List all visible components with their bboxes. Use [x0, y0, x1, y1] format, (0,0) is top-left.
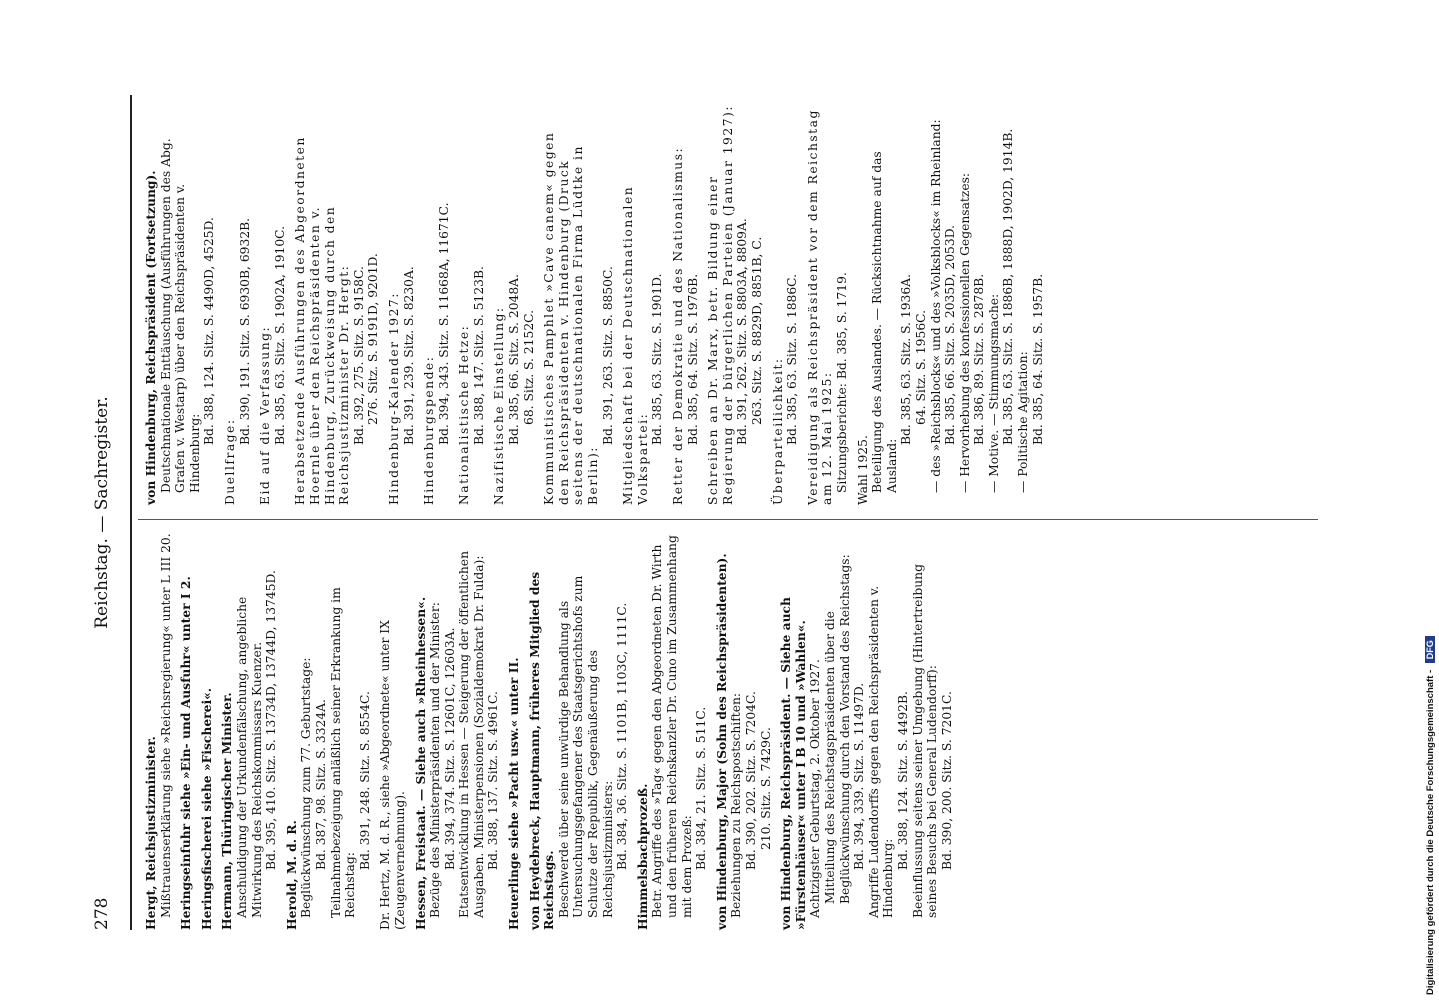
entry-line: Etatsentwicklung in Hessen — Steigerung der öffentlichen Ausgaben. Ministerpensionen (Sozialdemokrat Dr. Fulda): — [457, 551, 486, 918]
entry-hermann — [220, 530, 278, 930]
entry-heading: Hergt, Reichsjustizminister. — [143, 736, 158, 930]
entry-reference: Bd. 385, 63. Sitz. S. 1902A, 1910C. — [272, 225, 287, 445]
entry-line: Betr. Angriffe des »Tag« gegen den Abgeordneten Dr. Wirth und den früheren Reichskanzler Dr. Cuno im Zusammenhang mit dem Prozeß: — [650, 535, 694, 918]
entry-line: Beziehungen zu Reichspostschiften: — [729, 692, 744, 918]
entry-himmelsbachprozess — [636, 530, 709, 930]
entry-subheading: Kommunistisches Pamphlet »Cave canem« gegen den Reichspräsidenten v. Hindenburg (Druck seitens der deutschnationalen Firma Lüdtke in Berlin): — [542, 131, 601, 505]
header-rule — [130, 95, 132, 930]
entry-subheading: Schreiben an Dr. Marx, betr. Bildung einer Regierung der bürgerlichen Parteien (Januar 1927): — [706, 105, 735, 505]
entry-eid — [258, 105, 287, 505]
entry-subheading: Duellfrage: — [222, 418, 237, 505]
entry-subheading: Nationalistische Hetze: — [457, 324, 472, 505]
entry-reference: Bd. 394, 343. Sitz. S. 11668A, 11671C. — [436, 202, 451, 445]
entry-reference: Bd. 385, 63. Sitz. S. 1886B, 1888D, 1902D, 1914B. — [1001, 128, 1016, 445]
entry-reference: Bd. 388, 124. Sitz. S. 4490D, 4525D. — [202, 217, 217, 445]
entry-line: Teilnahmebezeigung anläßlich seiner Erkrankung im Reichstag: — [328, 587, 358, 918]
entry-reference: Bd. 390, 202. Sitz. S. 7204C. — [743, 691, 758, 870]
entry-line: Mitteilung des Reichstagspräsidenten über die Beglückwünschung durch den Vorstand des Reichstags: — [822, 554, 852, 904]
entry-line: Beglückwünschung zum 77. Geburtstage: — [299, 657, 314, 918]
entry-heringseinfuhr — [179, 530, 194, 930]
digitization-credit — [1425, 5, 1439, 995]
entry-line: Beeinflussung seitens seiner Umgebung (Hintertreibung seines Besuchs bei General Ludendorff): — [910, 564, 940, 918]
entry-heading: von Hindenburg, Major (Sohn des Reichspräsidenten). — [713, 553, 729, 930]
entry-heading: Heringseinfuhr siehe »Ein- und Ausfuhr« unter I 2. — [178, 576, 194, 930]
entry-heading: Hessen, Freistaat. — Siehe auch »Rheinhessen«. — [412, 596, 428, 930]
entry-subheading: Nazifistische Einstellung: — [492, 306, 507, 505]
entry-mitgliedschaft — [621, 105, 665, 505]
entry-line: Beteiligung des Auslandes. — Rücksichtnahme auf das Ausland: — [870, 151, 899, 493]
entry-reference: Bd. 385, 64. Sitz. S. 1976B. — [685, 273, 700, 445]
entry-reference: Bd. 388, 137. Sitz. S. 4961C. — [486, 691, 501, 870]
entry-hindenburg-continued — [144, 105, 217, 505]
entry-reference: Bd. 385, 66. Sitz. S. 2035D, 2053D. — [943, 224, 958, 445]
entry-subheading: Mitgliedschaft bei der Deutschnationalen Volkspartei: — [621, 185, 650, 505]
entry-heading: Himmelsbachprozeß. — [634, 783, 650, 930]
entry-wahl — [856, 105, 1046, 505]
entry-reference: Bd. 391, 262. Sitz. S. 8803A, 8809A. — [735, 218, 750, 445]
entry-heading: Heuerlinge siehe »Pacht usw.« unter II. — [506, 657, 522, 930]
entry-heading: von Hindenburg, Reichspräsident (Fortsetzung). — [143, 170, 158, 505]
entry-retter — [671, 105, 700, 505]
entry-hindenburg-president — [779, 530, 954, 930]
entry-reference: Sitzungsberichte: Bd. 385, S. 1719. — [834, 272, 849, 493]
entry-heading: Hermann, Thüringischer Minister. — [219, 692, 235, 930]
entry-line: Deutschnationale Enttäuschung (Ausführungen des Abg. Grafen v. Westarp) über den Reichspräsidenten v. Hindenburg: — [158, 138, 202, 493]
entry-line: Beschwerde über seine unwürdige Behandlung als Untersuchungsgefangener des Staatsgerichtshofs zum Schutze der Republik, Gegenäußerung des Reichsjustizministers: — [556, 575, 615, 918]
entry-heuerlinge — [507, 530, 522, 930]
entry-heading: Dr. Hertz, M. d. R., siehe »Abgeordnete« unter IX (Zeugenvernehmung). — [378, 620, 407, 930]
entry-reference: Bd. 387, 98. Sitz. S. 3324A. — [313, 699, 328, 870]
entry-heading: von Heydebreck, Hauptmann, früheres Mitglied des Reichstags. — [526, 571, 557, 930]
entry-line: Mißtrauenserklärung siehe »Reichsregierung« unter L III 20. — [158, 533, 173, 918]
dfg-logo: DFG — [1425, 636, 1435, 663]
entry-vereidigung — [806, 105, 850, 505]
entry-reference: Bd. 385, 63. Sitz. S. 1901D. — [650, 273, 665, 445]
entry-reference: Bd. 385, 63. Sitz. S. 1936A. — [899, 274, 914, 445]
entry-reference: Bd. 390, 200. Sitz. S. 7201C. — [939, 691, 954, 870]
entry-reference: Bd. 386, 89. Sitz. S. 2878B. — [972, 273, 987, 445]
entry-line: — Politische Agitation: — [1016, 351, 1031, 493]
entry-heydebreck — [528, 530, 630, 930]
right-column — [144, 105, 1319, 505]
entry-reference: Bd. 388, 124. Sitz. S. 4492B. — [895, 691, 910, 870]
entry-hindenburg-major — [715, 530, 773, 930]
entry-duellfrage — [223, 105, 252, 505]
entry-reference: Bd. 391, 239. Sitz. S. 8230A. — [401, 266, 416, 445]
rotated-page-content — [80, 95, 1330, 930]
entry-reference: Bd. 384, 21. Sitz. S. 511C. — [694, 706, 709, 870]
entry-reference: Bd. 394, 339. Sitz. S. 11497D. — [852, 682, 867, 870]
entry-line: — des »Reichsblocks« und des »Volksblocks« im Rheinland: — [928, 119, 943, 493]
entry-pamphlet — [542, 105, 615, 505]
entry-subheading: Überparteilichkeit: — [770, 357, 785, 505]
entry-subheading: Hindenburg-Kalender 1927: — [386, 292, 401, 505]
entry-hetze — [457, 105, 486, 505]
entry-reference: Bd. 395, 410. Sitz. S. 13734D, 13744D, 13745D. — [264, 570, 279, 870]
entry-reference: 210. Sitz. S. 7429C. — [758, 727, 773, 850]
entry-subheading: Retter der Demokratie und des Nationalismus: — [671, 146, 685, 505]
entry-reference: Bd. 392, 275. Sitz. S. 9158C. — [351, 266, 366, 445]
entry-herold — [285, 530, 373, 930]
entry-line: Angriffe Ludendorffs gegen den Reichspräsidenten v. Hindenburg: — [866, 585, 896, 918]
entry-line: Achtzigster Geburtstag, 2. Oktober 1927. — [808, 659, 823, 918]
entry-reference: 64. Sitz. S. 1956C. — [913, 309, 928, 425]
entry-line: — Hervorhebung des konfessionellen Gegensatzes: — [957, 172, 972, 493]
entry-schreiben — [706, 105, 764, 505]
entry-reference: 263. Sitz. S. 8829D, 8851B, C. — [749, 236, 764, 425]
entry-line: Bezüge des Ministerpräsidenten und der Minister: — [428, 602, 443, 918]
entry-subheading: Vereidigung als Reichspräsident vor dem Reichstag am 12. Mai 1925: — [805, 109, 835, 505]
entry-reference: Bd. 391, 248. Sitz. S. 8554C. — [357, 691, 372, 870]
entry-hergt — [144, 530, 173, 930]
entry-heading: Herold, M. d. R. — [283, 820, 299, 930]
entry-subheading: Eid auf die Verfassung: — [258, 325, 273, 505]
entry-reference: Bd. 388, 147. Sitz. S. 5123B. — [471, 266, 486, 445]
entry-reference: 276. Sitz. S. 9191D, 9201D. — [366, 253, 381, 425]
entry-reference: Bd. 390, 191. Sitz. S. 6930B, 6932B. — [237, 217, 252, 445]
entry-line: Anschuldigung der Urkundenfälschung, angebliche Mitwirkung des Reichskommissars Kuenzer. — [234, 596, 264, 918]
page-number: 278 — [92, 897, 112, 930]
entry-reference: Bd. 384, 36. Sitz. S. 1101B, 1103C, 1111C. — [615, 602, 630, 870]
entry-herabsetzende — [293, 105, 381, 505]
credit-text: Digitalisierung gefördert durch die Deutsche Forschungsgemeinschaft - — [1425, 669, 1436, 995]
entry-reference: Bd. 391, 263. Sitz. S. 8850C. — [600, 266, 615, 445]
entry-reference: Bd. 385, 63. Sitz. S. 1886C. — [785, 273, 800, 445]
entry-subheading: Hindenburgspende: — [422, 355, 437, 505]
entry-reference: Bd. 385, 66. Sitz. S. 2048A. — [507, 274, 522, 445]
entry-reference: Bd. 394, 374. Sitz. S. 12601C, 12603A. — [442, 627, 457, 870]
entry-spende — [422, 105, 451, 505]
entry-hessen — [414, 530, 502, 930]
entry-heringsfischerei — [200, 530, 215, 930]
entry-reference: 68. Sitz. S. 2152C. — [521, 309, 536, 425]
entry-reference: Bd. 385, 64. Sitz. S. 1957B. — [1030, 273, 1045, 445]
left-column — [144, 530, 1319, 930]
entry-ueberparteilichkeit — [771, 105, 800, 505]
entry-line: — Motive. — Stimmungsmache: — [986, 293, 1001, 493]
entry-heading: Heringsfischerei siehe »Fischerei«. — [198, 687, 214, 930]
page-header — [80, 95, 136, 930]
entry-einstellung — [492, 105, 536, 505]
entry-hertz — [378, 530, 407, 930]
entry-subheading: Herabsetzende Ausführungen des Abgeordneten Hoernle über den Reichspräsidenten v. Hindenburg, Zurückweisung durch den Reichsjustizminister Dr. Hergt: — [293, 136, 352, 505]
running-title: Reichstag. — Sachregister. — [92, 396, 112, 629]
entry-subheading: Wahl 1925. — [855, 435, 870, 505]
column-separator — [138, 519, 1318, 520]
entry-heading: von Hindenburg, Reichspräsident. — Siehe auch »Fürstenhäuser« unter I B 10 und »Wahlen«. — [778, 597, 808, 930]
entry-kalender — [387, 105, 416, 505]
